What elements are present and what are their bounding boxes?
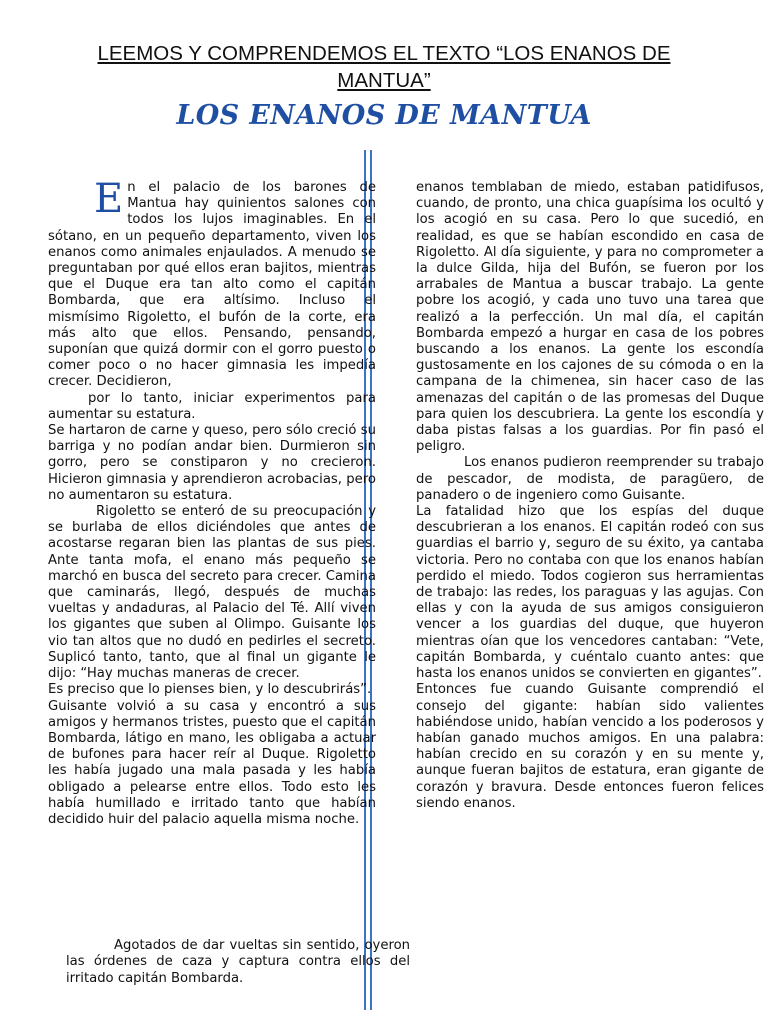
- paragraph: Los enanos pudieron reemprender su trabajo de pescador, de modista, de paragüero, de panadero o de ingeniero como Guisante.: [416, 455, 764, 503]
- heading-line-2: MANTUA”: [337, 69, 431, 92]
- paragraph: Es preciso que lo pienses bien, y lo descubrirás”.: [48, 682, 372, 698]
- paragraph: Agotados de dar vueltas sin sentido, oyeron las órdenes de caza y captura contra ellos del irritado capitán Bombarda.: [66, 938, 410, 986]
- paragraph: [48, 176, 376, 391]
- worksheet-heading: [60, 40, 708, 94]
- paragraph: La fatalidad hizo que los espías del duque descubrieran a los enanos. El capitán rodeó con sus guardias el barrio y, seguro de su éxito, ya cantaba victoria. Pero no contaba con que los enanos habían perdido el miedo. Todos cogieron sus herramientas de trabajo: las redes, los paraguas y las agujas. Con ellas y con la ayuda de sus amigos consiguieron vencer a los guardias del duque, que huyeron mientras oían que los vencedores cantaban: “Vete, capitán Bombarda, y cuéntalo cuanto antes: que hasta los enanos unidos se convierten en gigantes”.: [416, 504, 764, 682]
- paragraph: Rigoletto se enteró de su preocupación y se burlaba de ellos diciéndoles que antes de acostarse regaran bien las plantas de sus pies. Ante tanta mofa, el enano más pequeño se marchó en busca del secreto para crecer. Camina que caminarás, llegó, después de muchas vueltas y andaduras, al Palacio del Té. Allí viven los gigantes que suben al Olimpo. Guisante los vio tan altos que no dudó en pedirles el secreto. Suplicó tanto, tanto, que al final un gigante le dijo: “Hay muchas maneras de crecer.: [48, 504, 376, 682]
- paragraph: Entonces fue cuando Guisante comprendió el consejo del gigante: habían sido valientes habiéndose unido, habían vencido a los poderosos y habían ganado muchos amigos. En una palabra: habían crecido en su corazón y en su mente y, aunque fueran bajitos de estatura, eran gigante de corazón y bravura. Desde entonces fueron felices siendo enanos.: [416, 682, 764, 811]
- heading-line-1: LEEMOS Y COMPRENDEMOS EL TEXTO “LOS ENANOS DE: [97, 42, 671, 65]
- paragraph: por lo tanto, iniciar experimentos para aumentar su estatura.: [48, 390, 376, 422]
- right-column: [416, 180, 764, 812]
- paragraph: Guisante volvió a su casa y encontró a sus amigos y hermanos tristes, puesto que el capitán Bombarda, látigo en mano, les obligaba a actuar de bufones para hacer reír al Duque. Rigoletto les había jugado una mala pasada y les había obligado a pelearse entre ellos. Todo esto les había humillado e irritado tanto que habían decidido huir del palacio aquella misma noche.: [48, 698, 376, 827]
- story-title: LOS ENANOS DE MANTUA: [176, 100, 592, 131]
- bottom-left-paragraph: [66, 938, 410, 987]
- paragraph-text: n el palacio de los barones de Mantua hay quinientos salones con todos los lujos imaginables. En el sótano, en un pequeño departamento, viven los enanos como animales enjaulados. A menudo se preguntaban por qué ellos eran bajitos, mientras que el Duque era tan alto como el capitán Bombarda, que era altísimo. Incluso el mismísimo Rigoletto, el bufón de la corte, era más alto que ellos. Pensando, pensando, suponían que quizá dormir con el gorro puesto o comer poco o no hacer gimnasia les impedía crecer. Decidieron,: [48, 180, 376, 390]
- paragraph: enanos temblaban de miedo, estaban patidifusos, cuando, de pronto, una chica guapísima los ocultó y los acogió en su casa. Pero lo que sucedió, en realidad, es que se habían escondido en casa de Rigoletto. Al día siguiente, y para no comprometer a la dulce Gilda, hija del Bufón, se fueron por los arrabales de Mantua a buscar trabajo. La gente pobre los acogió, y cada uno tuvo una tarea que realizó a la perfección. Un mal día, el capitán Bombarda empezó a hurgar en casa de los pobres buscando a los enanos. La gente los escondía gustosamente en los cajones de su cómoda o en la campana de la chimenea, sin hacer caso de las amenazas del capitán o de las promesas del Duque para quien los descubriera. La gente los escondía y daba pistas falsas a los guardias. Por fin pasó el peligro.: [416, 180, 764, 455]
- left-column: [48, 176, 376, 828]
- paragraph: Se hartaron de carne y queso, pero sólo creció su barriga y no podían andar bien. Durmieron sin gorro, pero se constiparon y no crecieron. Hicieron gimnasia y aprendieron acrobacias, pero no aumentaron su estatura.: [48, 423, 376, 503]
- drop-cap: E: [94, 176, 124, 222]
